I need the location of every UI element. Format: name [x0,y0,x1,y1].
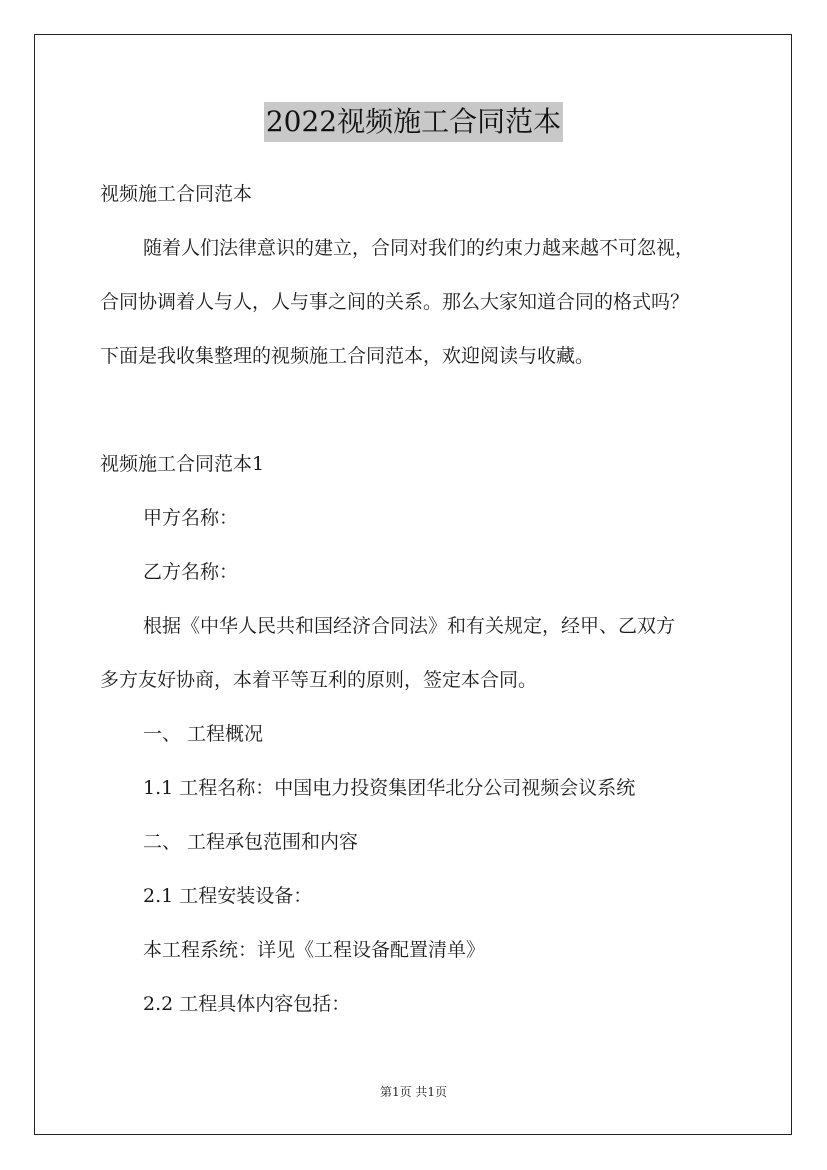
document-title: 2022视频施工合同范本 [264,102,563,142]
basis-line-2: 多方友好协商，本着平等互利的原则，签定本合同。 [100,669,538,691]
page-footer: 第1页 共1页 [379,1085,448,1099]
document-subtitle: 视频施工合同范本 [100,183,253,205]
title-container [0,102,827,142]
party-a-label: 甲方名称： [143,507,239,529]
clause-1-1: 1.1 工程名称：中国电力投资集团华北分公司视频会议系统 [143,777,636,799]
section-heading: 视频施工合同范本1 [100,453,265,475]
clause-1-heading: 一、 工程概况 [143,723,264,745]
basis-line-1: 根据《中华人民共和国经济合同法》和有关规定，经甲、乙双方 [143,615,676,637]
clause-2-1: 2.1 工程安装设备： [143,885,313,907]
clause-2-2: 2.2 工程具体内容包括： [143,993,351,1015]
intro-line-1: 随着人们法律意识的建立，合同对我们的约束力越来越不可忽视， [143,237,695,259]
party-b-label: 乙方名称： [143,561,239,583]
clause-2-heading: 二、 工程承包范围和内容 [143,831,359,853]
intro-line-3: 下面是我收集整理的视频施工合同范本，欢迎阅读与收藏。 [100,345,595,367]
intro-line-2: 合同协调着人与人，人与事之间的关系。那么大家知道合同的格式吗？ [100,291,690,313]
clause-2-1-text: 本工程系统：详见《工程设备配置清单》 [143,939,486,961]
